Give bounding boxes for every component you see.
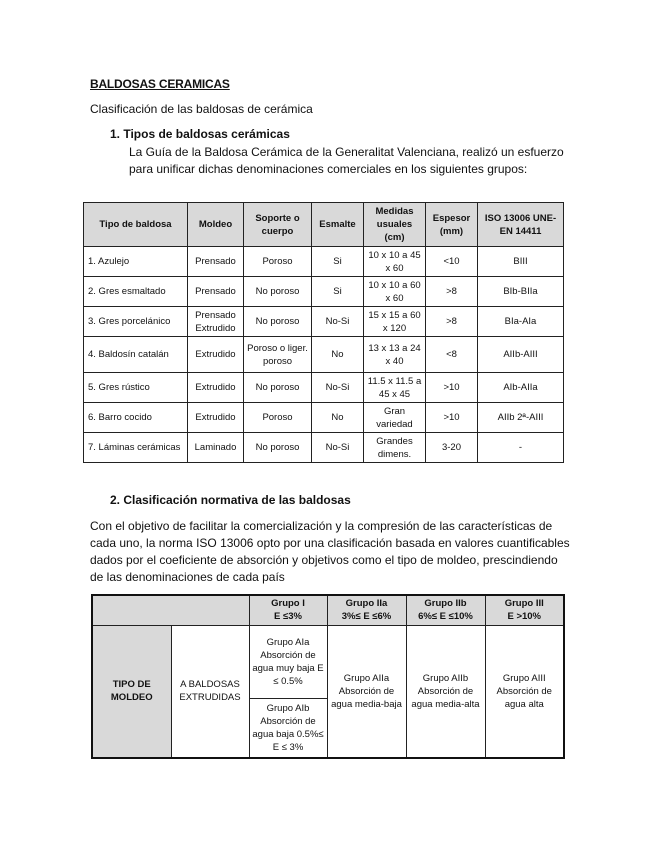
table-cell: Poroso — [244, 247, 312, 277]
grupo-aia-cell: Grupo AIa Absorción de agua muy baja E ≤ 0.5% — [249, 625, 327, 698]
table-cell: 4. Baldosín catalán — [84, 337, 188, 373]
table-cell: Extrudido — [188, 337, 244, 373]
section2-paragraph-line: Con el objetivo de facilitar la comercialización y la compresión de las características de — [90, 519, 553, 533]
table-cell: No-Si — [312, 307, 364, 337]
section1-paragraph-line2: para unificar dichas denominaciones comerciales en los siguientes grupos: — [129, 162, 528, 176]
table-cell: No poroso — [244, 433, 312, 463]
tile-types-table — [83, 202, 564, 463]
table-cell: BIb-BIIa — [478, 277, 564, 307]
document-title: BALDOSAS CERAMICAS — [90, 77, 230, 91]
table-cell: >10 — [426, 403, 478, 433]
column-header: ISO 13006 UNE-EN 14411 — [478, 203, 564, 247]
group-header-cell — [327, 595, 406, 625]
table-cell: Prensado — [188, 277, 244, 307]
table-cell: 10 x 10 a 45 x 60 — [364, 247, 426, 277]
table-cell: BIII — [478, 247, 564, 277]
group-range: 6%≤ E ≤10% — [418, 611, 473, 623]
table-cell: No poroso — [244, 373, 312, 403]
table-cell: No-Si — [312, 373, 364, 403]
column-header: Esmalte — [312, 203, 364, 247]
document-subtitle: Clasificación de las baldosas de cerámica — [90, 102, 313, 116]
table-row — [84, 337, 564, 373]
table-cell: >8 — [426, 277, 478, 307]
grupo-aiii-cell: Grupo AIII Absorción de agua alta — [485, 625, 564, 758]
table-cell: - — [478, 433, 564, 463]
table-cell: Si — [312, 247, 364, 277]
table-cell: AIIb-AIII — [478, 337, 564, 373]
table-cell: AIb-AIIa — [478, 373, 564, 403]
table-row — [84, 373, 564, 403]
section2-heading: 2. Clasificación normativa de las baldosas — [110, 493, 351, 507]
table-cell: 7. Láminas cerámicas — [84, 433, 188, 463]
table-cell: Gran variedad — [364, 403, 426, 433]
group-header-cell — [249, 595, 327, 625]
table-cell: 11.5 x 11.5 a 45 x 45 — [364, 373, 426, 403]
table-row — [84, 277, 564, 307]
group-name: Grupo IIb — [424, 598, 467, 610]
table-cell: Grandes dimens. — [364, 433, 426, 463]
table-cell: Prensado — [188, 247, 244, 277]
table-cell: No-Si — [312, 433, 364, 463]
table-cell: No — [312, 403, 364, 433]
group-name: Grupo III — [504, 598, 544, 610]
table-cell: Prensado Extrudido — [188, 307, 244, 337]
table-cell: No poroso — [244, 307, 312, 337]
table-cell: 3-20 — [426, 433, 478, 463]
table-row — [84, 247, 564, 277]
section2-paragraph-line: de las denominaciones de cada país — [90, 570, 285, 584]
section1-paragraph-line1: La Guía de la Baldosa Cerámica de la Generalitat Valenciana, realizó un esfuerzo — [129, 145, 564, 159]
table-cell: <8 — [426, 337, 478, 373]
table-cell: Extrudido — [188, 403, 244, 433]
table-cell: >8 — [426, 307, 478, 337]
row-header-tipo-de-moldeo: TIPO DE MOLDEO — [92, 625, 171, 758]
section2-paragraph-line: dados por el coeficiente de absorción y objetivos como el tipo de moldeo, prescindiendo — [90, 553, 558, 567]
normative-classification-table — [91, 594, 565, 759]
table-cell: 10 x 10 a 60 x 60 — [364, 277, 426, 307]
table-cell: No — [312, 337, 364, 373]
group-range: E >10% — [507, 611, 542, 623]
table-cell: Laminado — [188, 433, 244, 463]
table-cell: Poroso o liger. poroso — [244, 337, 312, 373]
group-range: 3%≤ E ≤6% — [341, 611, 392, 623]
grupo-aiib-cell: Grupo AIIb Absorción de agua media-alta — [406, 625, 485, 758]
table-cell: 3. Gres porcelánico — [84, 307, 188, 337]
table-cell: 1. Azulejo — [84, 247, 188, 277]
table-row — [84, 307, 564, 337]
column-header: Espesor (mm) — [426, 203, 478, 247]
column-header: Moldeo — [188, 203, 244, 247]
table-row — [84, 403, 564, 433]
table-cell: <10 — [426, 247, 478, 277]
group-header-row — [92, 595, 564, 625]
table-row — [84, 433, 564, 463]
table-cell: >10 — [426, 373, 478, 403]
table-cell: 15 x 15 a 60 x 120 — [364, 307, 426, 337]
table-cell: 13 x 13 a 24 x 40 — [364, 337, 426, 373]
table-cell: Si — [312, 277, 364, 307]
grupo-aib-cell: Grupo AIb Absorción de agua baja 0.5%≤ E ≤ 3% — [249, 698, 327, 758]
column-header: Soporte o cuerpo — [244, 203, 312, 247]
group-range: E ≤3% — [274, 611, 302, 623]
moldeo-extrudidas-cell: A BALDOSAS EXTRUDIDAS — [171, 625, 249, 758]
group-header-cell — [485, 595, 564, 625]
table-cell: No poroso — [244, 277, 312, 307]
table-row — [92, 625, 564, 698]
group-name: Grupo I — [271, 598, 305, 610]
table-cell: Poroso — [244, 403, 312, 433]
grupo-aiia-cell: Grupo AIIa Absorción de agua media-baja — [327, 625, 406, 758]
table-header-row — [84, 203, 564, 247]
column-header: Tipo de baldosa — [84, 203, 188, 247]
table-cell: BIa-AIa — [478, 307, 564, 337]
group-header-cell — [406, 595, 485, 625]
table-cell: 6. Barro cocido — [84, 403, 188, 433]
table-cell: 2. Gres esmaltado — [84, 277, 188, 307]
section2-paragraph-line: cada uno, la norma ISO 13006 opto por una clasificación basada en valores cuantificables — [90, 536, 570, 550]
empty-header-cell — [92, 595, 249, 625]
group-name: Grupo IIa — [345, 598, 388, 610]
table-cell: AIIb 2ª-AIII — [478, 403, 564, 433]
table-cell: 5. Gres rústico — [84, 373, 188, 403]
column-header: Medidas usuales (cm) — [364, 203, 426, 247]
table-cell: Extrudido — [188, 373, 244, 403]
section1-heading: 1. Tipos de baldosas cerámicas — [110, 127, 290, 141]
